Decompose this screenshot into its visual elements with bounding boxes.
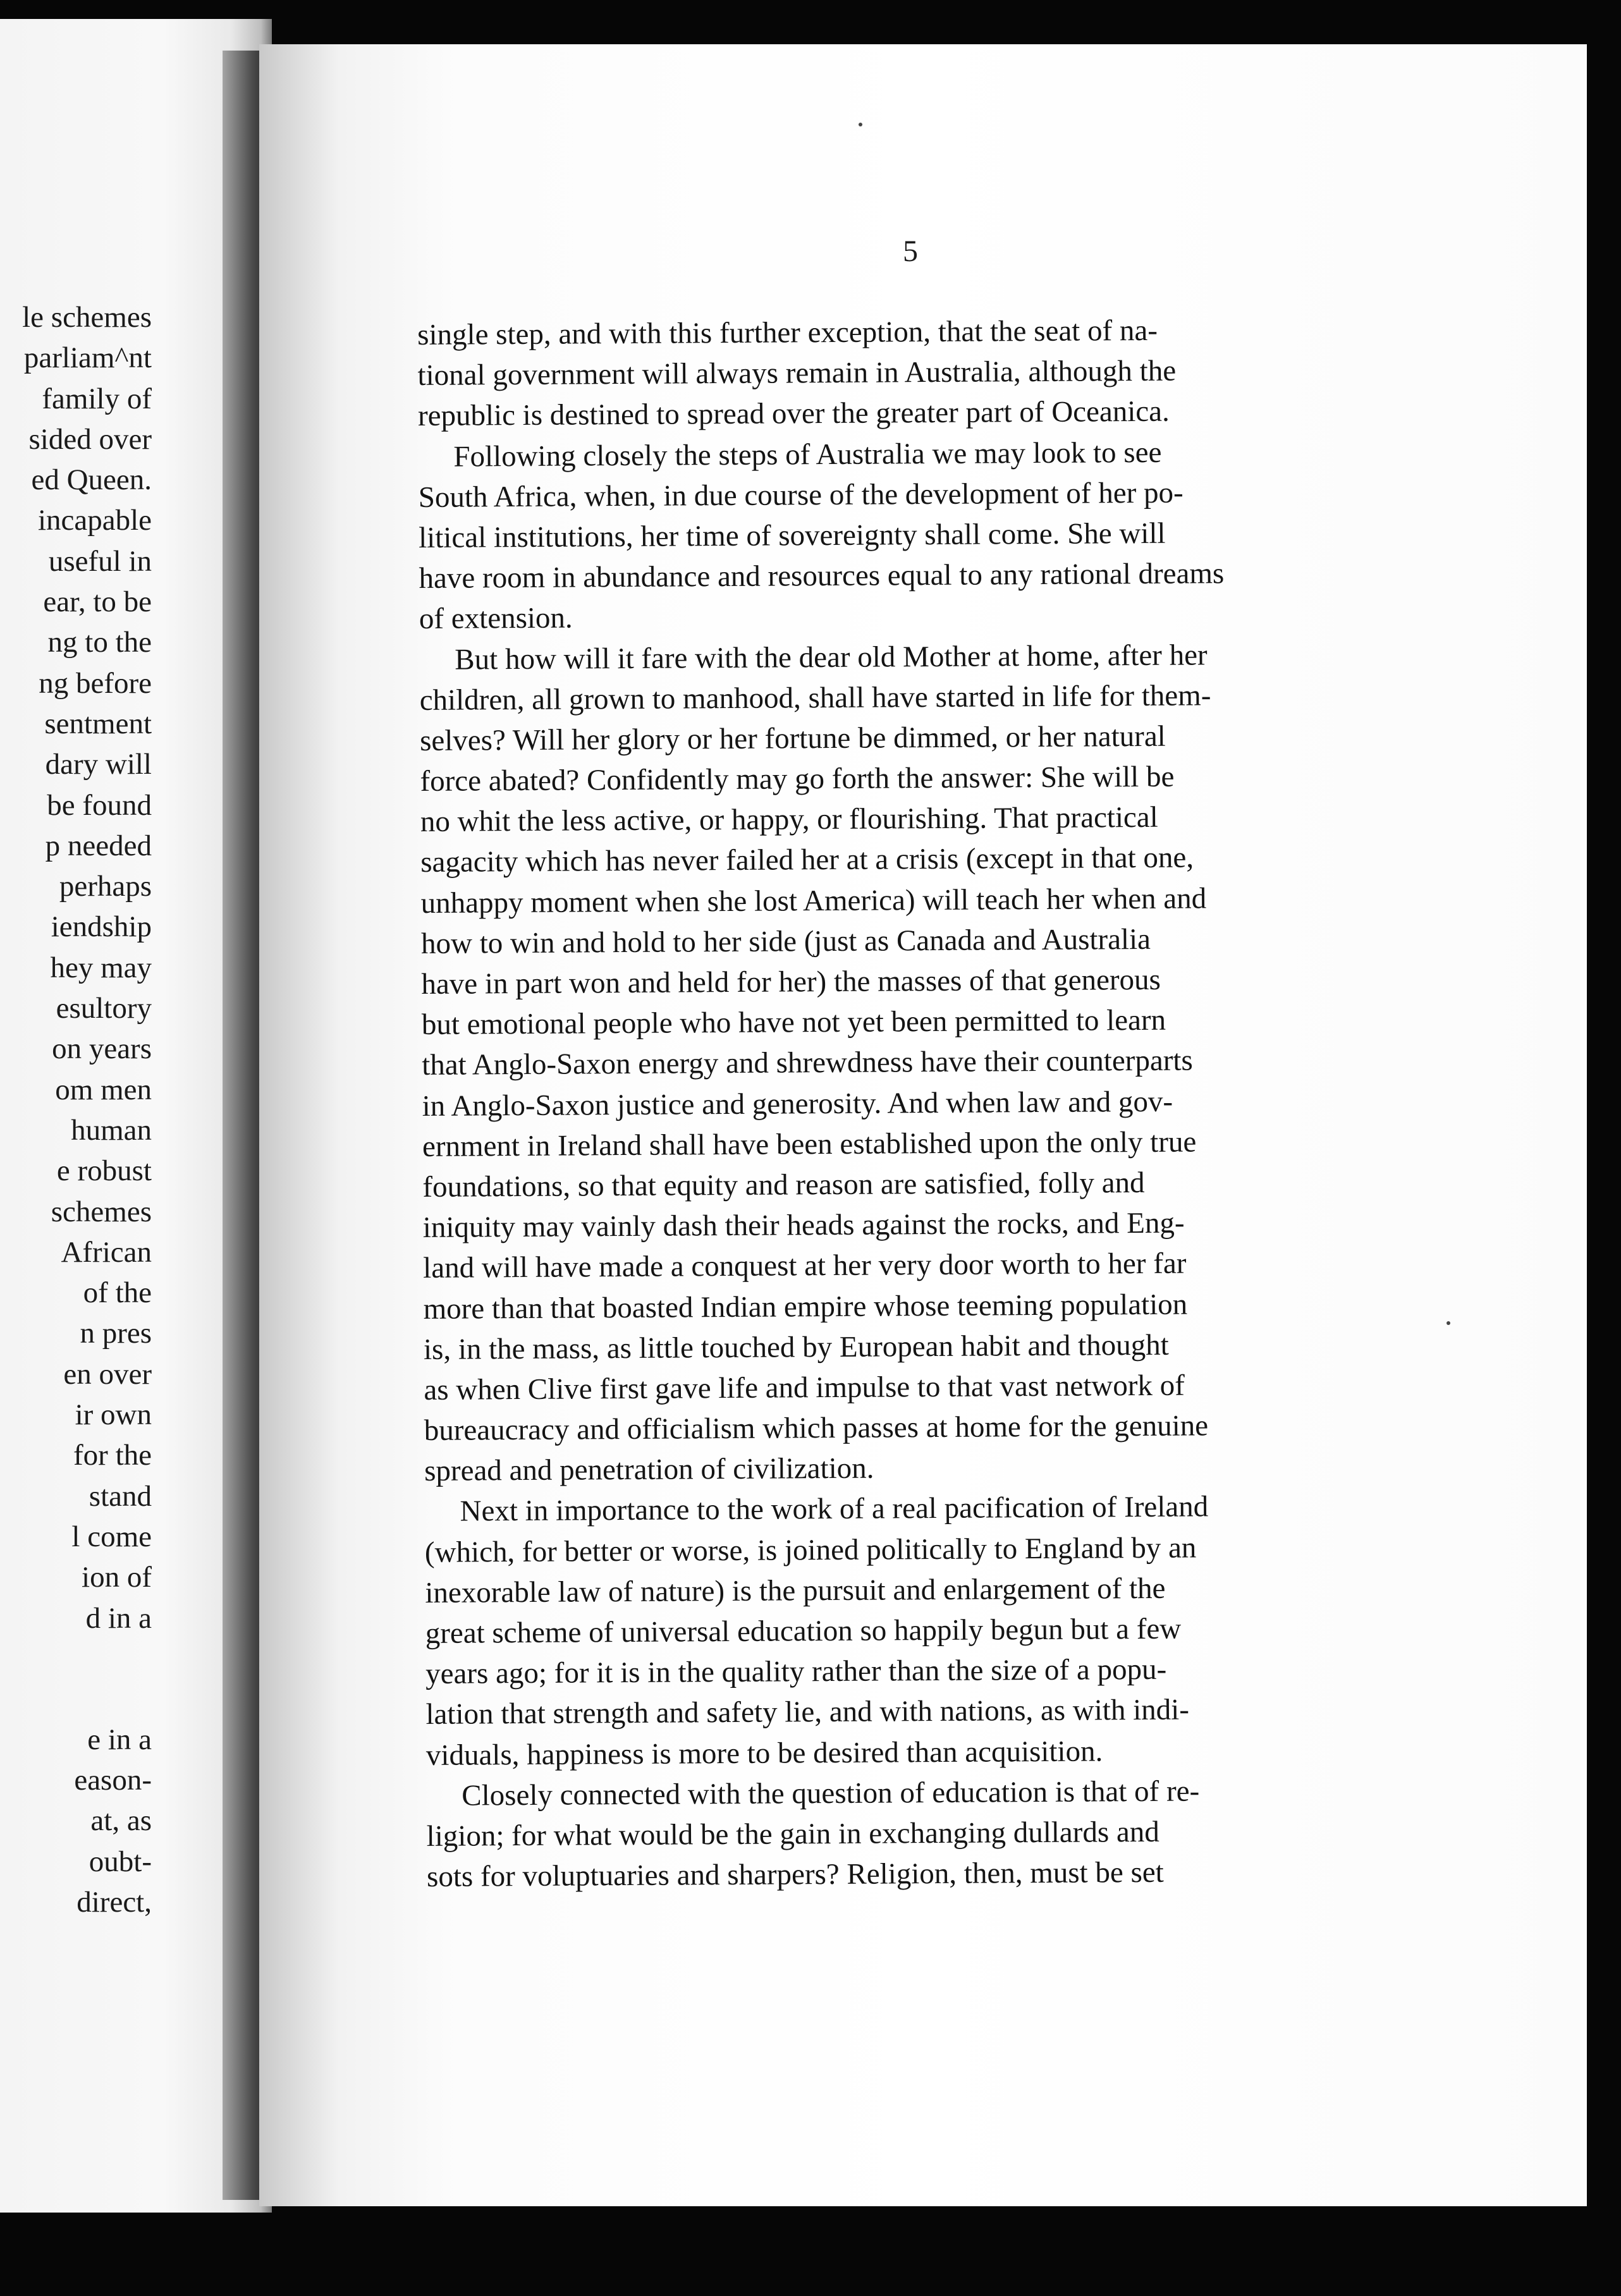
text-line: but emotional people who have not yet been permitted to learn: [421, 1003, 1166, 1042]
text-line: more than that boasted Indian empire whose teeming population: [423, 1288, 1188, 1326]
text-line: ed Queen.: [31, 463, 152, 497]
text-line: selves? Will her glory or her fortune be dimmed, or her natural: [419, 719, 1166, 757]
text-line: ernment in Ireland shall have been established upon the only true: [422, 1125, 1197, 1163]
text-line: foundations, so that equity and reason are satisfied, folly and: [422, 1166, 1145, 1204]
page-body-text: [417, 307, 1621, 1897]
text-line: be found: [47, 788, 152, 822]
paragraph-first-line: But how will it fare with the dear old Mother at home, after her: [455, 638, 1208, 676]
text-line: sided over: [28, 422, 152, 456]
text-line: incapable: [37, 504, 152, 537]
paragraph-first-line: Closely connected with the question of education is that of re-: [462, 1774, 1200, 1812]
text-line: [22, 1639, 152, 1719]
text-line: e in a: [87, 1723, 152, 1756]
paragraph-first-line: Next in importance to the work of a real pacification of Ireland: [460, 1490, 1209, 1529]
text-line: bureaucracy and officialism which passes at home for the genuine: [424, 1409, 1209, 1448]
text-line: for the: [73, 1439, 152, 1472]
text-line: iendship: [51, 910, 152, 944]
text-line: l come: [71, 1520, 152, 1553]
text-line: eason-: [74, 1764, 152, 1797]
text-line: tional government will always remain in Australia, although the: [417, 354, 1177, 393]
text-line: unhappy moment when she lost America) will teach her when and: [420, 882, 1207, 920]
text-line: as when Clive first gave life and impulse to that vast network of: [424, 1369, 1185, 1407]
page-number: 5: [903, 235, 918, 268]
text-line: le schemes: [22, 301, 152, 334]
text-line: have in part won and held for her) the masses of that generous: [421, 963, 1161, 1001]
text-line: (which, for better or worse, is joined politically to England by an: [424, 1531, 1197, 1569]
text-line: useful in: [48, 544, 152, 578]
text-line: African: [61, 1235, 152, 1269]
text-line: viduals, happiness is more to be desired than acquisition.: [425, 1734, 1103, 1772]
text-line: human: [71, 1113, 152, 1147]
text-line: hey may: [50, 951, 152, 984]
text-line: is, in the mass, as little touched by European habit and thought: [423, 1328, 1169, 1366]
text-line: ion of: [82, 1561, 152, 1594]
text-line: ng before: [39, 666, 152, 700]
text-line: ir own: [75, 1398, 152, 1432]
text-line: have room in abundance and resources equal to any rational dreams: [419, 557, 1225, 595]
text-line: perhaps: [59, 870, 152, 903]
text-line: litical institutions, her time of sovereignty shall come. She will: [418, 516, 1166, 554]
text-line: oubt-: [89, 1845, 152, 1878]
text-line: om men: [55, 1073, 152, 1106]
text-line: spread and penetration of civilization.: [424, 1451, 874, 1488]
text-line: of the: [83, 1276, 152, 1310]
text-line: how to win and hold to her side (just as Canada and Australia: [420, 922, 1151, 960]
text-line: at, as: [90, 1804, 152, 1838]
text-line: that Anglo-Saxon energy and shrewdness have their counterparts: [422, 1044, 1193, 1082]
text-line: children, all grown to manhood, shall have started in life for them-: [419, 679, 1211, 717]
text-line: great scheme of universal education so happily begun but a few: [425, 1612, 1182, 1650]
text-line: South Africa, when, in due course of the development of her po-: [418, 476, 1184, 514]
text-line: single step, and with this further exception, that the seat of na-: [417, 314, 1158, 351]
text-line: of extension.: [419, 601, 573, 636]
text-line: stand: [89, 1479, 152, 1513]
text-line: force abated? Confidently may go forth the answer: She will be: [420, 760, 1175, 798]
text-line: sagacity which has never failed her at a crisis (except in that one,: [420, 841, 1194, 879]
text-line: en over: [63, 1357, 152, 1391]
text-line: e robust: [56, 1154, 152, 1188]
text-line: n pres: [80, 1317, 152, 1350]
left-page-text: [22, 297, 152, 1922]
text-line: years ago; for it is in the quality rather than the size of a popu-: [425, 1652, 1167, 1691]
text-line: d in a: [85, 1601, 152, 1635]
text-line: sentment: [44, 707, 152, 740]
text-line: ng to the: [47, 626, 152, 659]
text-line: esultory: [56, 992, 152, 1025]
text-line: parliam^nt: [23, 341, 152, 375]
text-line: no whit the less active, or happy, or flourishing. That practical: [420, 801, 1158, 839]
text-line: ligion; for what would be the gain in exchanging dullards and: [426, 1815, 1159, 1853]
text-line: ear, to be: [43, 585, 152, 619]
text-line: schemes: [51, 1195, 152, 1228]
text-line: inexorable law of nature) is the pursuit and enlargement of the: [425, 1572, 1166, 1609]
text-line: sots for voluptuaries and sharpers? Religion, then, must be set: [426, 1855, 1164, 1894]
text-line: p needed: [45, 829, 152, 862]
speck-mark: [859, 123, 862, 126]
text-line: family of: [42, 382, 152, 415]
text-line: iniquity may vainly dash their heads against the rocks, and Eng-: [422, 1206, 1185, 1245]
text-line: in Anglo-Saxon justice and generosity. And when law and gov-: [422, 1085, 1173, 1123]
paragraph-first-line: Following closely the steps of Australia we may look to see: [453, 436, 1162, 473]
text-line: republic is destined to spread over the greater part of Oceanica.: [417, 395, 1170, 433]
right-page: [259, 44, 1587, 2206]
text-line: dary will: [45, 748, 152, 781]
text-line: direct,: [76, 1885, 152, 1919]
text-line: land will have made a conquest at her very door worth to her far: [423, 1247, 1187, 1285]
text-line: lation that strength and safety lie, and with nations, as with indi-: [425, 1693, 1190, 1731]
text-line: on years: [52, 1032, 152, 1066]
